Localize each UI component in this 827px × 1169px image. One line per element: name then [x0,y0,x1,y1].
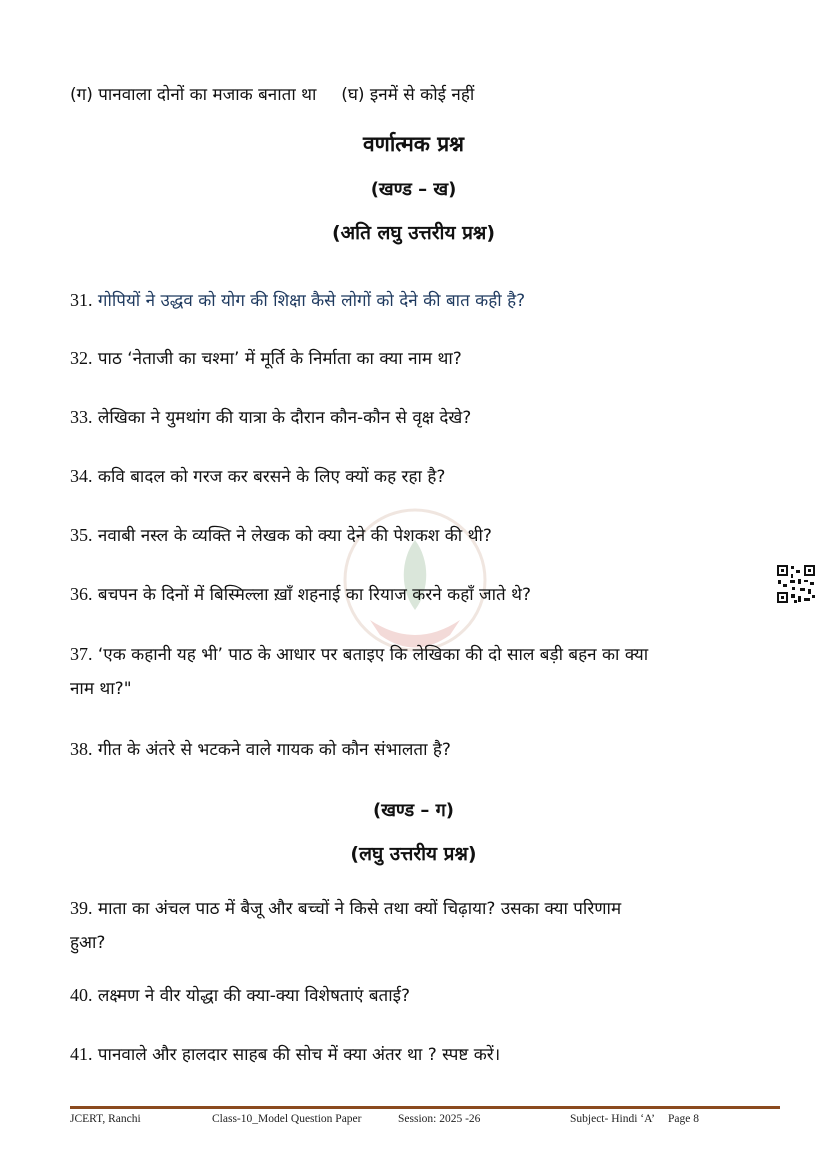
footer-org: JCERT, Ranchi [70,1113,141,1125]
question-40: 40. लक्ष्मण ने वीर योद्धा की क्या-क्या विशेषताएं बताई? [70,985,410,1006]
question-35: 35. नवाबी नस्ल के व्यक्ति ने लेखक को क्या देने की पेशकश की थी? [70,525,492,546]
footer-subject: Subject- Hindi ‘A’ [570,1113,655,1125]
descriptive-heading: वर्णात्मक प्रश्न [363,132,464,156]
question-37: 37. ‘एक कहानी यह भी’ पाठ के आधार पर बताइए कि लेखिका की दो साल बड़ी बहन का क्या [70,644,649,665]
section-ga-heading: (खण्ड – ग) [372,800,455,821]
footer-session: Session: 2025 -26 [398,1113,481,1125]
option-gh: (घ) इनमें से कोई नहीं [341,85,475,105]
footer-class: Class-10_Model Question Paper [212,1113,362,1125]
question-33: 33. लेखिका ने युमथांग की यात्रा के दौरान कौन-कौन से वृक्ष देखे? [70,407,472,428]
footer-rule [70,1106,780,1109]
option-line [70,82,474,105]
question-38: 38. गीत के अंतरे से भटकने वाले गायक को कौन संभालता है? [70,739,451,760]
question-37-continued: नाम था?" [70,679,132,699]
question-34: 34. कवि बादल को गरज कर बरसने के लिए क्यों कह रहा है? [70,466,446,487]
question-41: 41. पानवाले और हालदार साहब की सोच में क्या अंतर था ? स्पष्ट करें। [70,1044,501,1065]
question-39-continued: हुआ? [70,933,106,953]
section-kha-heading: (खण्ड – ख) [370,179,457,200]
option-g: (ग) पानवाला दोनों का मजाक बनाता था [70,85,317,105]
footer-page: Page 8 [668,1113,699,1125]
short-heading: (लघु उत्तरीय प्रश्न) [350,843,477,865]
very-short-heading: (अति लघु उत्तरीय प्रश्न) [331,222,496,244]
question-32: 32. पाठ ‘नेताजी का चश्मा’ में मूर्ति के निर्माता का क्या नाम था? [70,348,462,369]
question-39: 39. माता का अंचल पाठ में बैजू और बच्चों ने किसे तथा क्यों चिढ़ाया? उसका क्या परिणाम [70,898,622,919]
question-31: 31. गोपियों ने उद्धव को योग की शिक्षा कैसे लोगों को देने की बात कही है? [70,290,526,311]
qr-code-icon [776,564,816,604]
question-36: 36. बचपन के दिनों में बिस्मिल्ला ख़ाँ शहनाई का रियाज करने कहाँ जाते थे? [70,584,532,605]
